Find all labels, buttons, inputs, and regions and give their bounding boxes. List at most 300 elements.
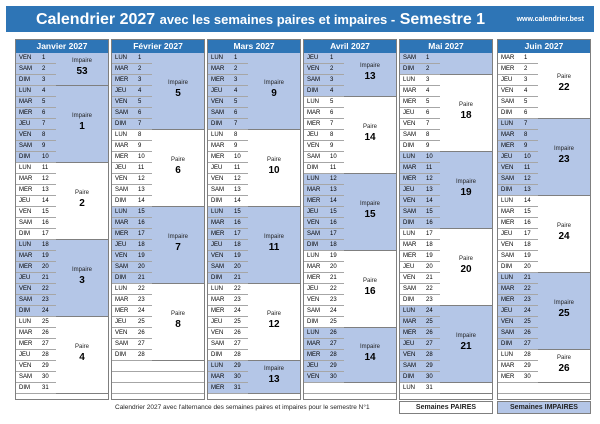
day-row [208,207,248,218]
day-row [498,240,538,251]
day-name: VEN [501,165,514,171]
day-name: VEN [211,99,224,105]
day-row [498,119,538,130]
day-name: MER [211,308,225,314]
day-name: MER [115,308,129,314]
week-block [112,284,204,361]
month-title: Mai 2027 [400,40,492,53]
day-name: JEU [307,286,319,292]
day-row [16,174,56,185]
day-row [16,152,56,163]
day-name: MAR [211,143,225,149]
month-title: Mars 2027 [208,40,300,53]
day-name: LUN [115,286,128,292]
day-name: LUN [501,198,514,204]
day-number: 24 [234,308,241,314]
day-number: 21 [426,275,433,281]
day-number: 14 [330,198,337,204]
day-number: 18 [426,242,433,248]
day-number: 1 [330,55,334,61]
day-number: 23 [426,297,433,303]
day-row [16,207,56,218]
day-name: LUN [307,253,320,259]
day-row [400,273,440,284]
day-row [400,108,440,119]
day-name: MAR [501,209,515,215]
day-name: VEN [115,253,128,259]
day-row [498,339,538,350]
day-name: JEU [501,308,513,314]
day-number: 3 [234,77,238,83]
day-number: 19 [524,253,531,259]
day-row [400,251,440,262]
week-block [208,53,300,130]
week-number: 24 [558,230,570,242]
day-name: VEN [19,132,32,138]
day-row [400,64,440,75]
day-number: 4 [138,88,142,94]
day-name: SAM [115,341,129,347]
day-row [400,75,440,86]
month-weeks [16,53,108,399]
day-row [304,350,344,361]
day-name: MAR [403,88,417,94]
day-row [304,174,344,185]
day-number: 8 [426,132,430,138]
day-row [400,218,440,229]
day-number: 1 [524,55,528,61]
day-name: MER [403,176,417,182]
day-row [498,284,538,295]
day-number: 6 [524,110,528,116]
day-row [498,361,538,372]
day-row [400,97,440,108]
day-name: VEN [307,143,320,149]
day-number: 23 [234,297,241,303]
day-name: SAM [19,143,33,149]
day-number: 5 [234,99,238,105]
day-name: MER [211,231,225,237]
week-block [16,317,108,394]
day-number: 19 [330,253,337,259]
day-name: MER [19,341,33,347]
day-name: SAM [307,308,321,314]
day-number: 12 [234,176,241,182]
week-block [400,75,492,152]
day-name: VEN [211,176,224,182]
day-row [112,75,152,86]
day-row [112,163,152,174]
day-row [16,240,56,251]
day-row [16,328,56,339]
empty-row [112,383,204,394]
day-number: 21 [42,275,49,281]
day-row [16,262,56,273]
day-number: 29 [330,363,337,369]
day-row [16,130,56,141]
week-parity-label: Impaire [167,79,188,86]
day-name: JEU [501,77,513,83]
day-number: 8 [234,132,238,138]
day-number: 26 [138,330,145,336]
day-number: 5 [426,99,430,105]
day-row [498,185,538,196]
day-name: VEN [115,176,128,182]
week-number: 10 [268,164,280,176]
day-number: 3 [330,77,334,83]
week-parity-label: Paire [458,255,473,262]
day-name: MER [501,66,515,72]
day-row [498,295,538,306]
day-name: DIM [403,297,414,303]
month-weeks [304,53,396,399]
day-number: 22 [234,286,241,292]
day-name: SAM [115,187,129,193]
day-number: 15 [426,209,433,215]
day-row [498,108,538,119]
day-row [16,383,56,394]
day-row [498,53,538,64]
day-row [400,295,440,306]
day-number: 19 [234,253,241,259]
day-row [112,251,152,262]
week-parity-label: Impaire [263,365,284,372]
month-title: Juin 2027 [498,40,590,53]
week-number: 25 [558,307,570,319]
week-number: 1 [79,120,85,132]
month-column [399,39,493,400]
day-number: 15 [234,209,241,215]
empty-row [304,383,396,394]
day-row [400,229,440,240]
week-number: 11 [268,241,280,253]
day-row [16,196,56,207]
day-row [112,119,152,130]
day-number: 29 [234,363,241,369]
day-row [16,350,56,361]
day-name: MAR [115,66,129,72]
day-row [208,350,248,361]
day-row [16,284,56,295]
day-name: SAM [211,110,225,116]
day-name: DIM [19,385,30,391]
day-number: 30 [234,374,241,380]
day-name: LUN [403,77,416,83]
day-row [498,152,538,163]
day-number: 1 [138,55,142,61]
day-row [112,86,152,97]
day-name: MER [211,154,225,160]
day-row [304,372,344,383]
calendar-header [6,6,594,32]
day-row [208,185,248,196]
day-name: LUN [307,99,320,105]
week-number: 9 [271,87,277,99]
day-row [400,339,440,350]
empty-row [112,372,204,383]
day-number: 28 [524,352,531,358]
week-parity-label: Impaire [71,266,92,273]
day-name: LUN [307,330,320,336]
day-name: LUN [19,242,32,248]
day-number: 27 [138,341,145,347]
week-number: 12 [268,318,280,330]
day-name: MER [501,143,515,149]
day-name: MER [501,374,515,380]
day-name: DIM [211,121,222,127]
day-row [498,328,538,339]
day-row [400,350,440,361]
day-name: SAM [211,264,225,270]
week-block [304,97,396,174]
day-number: 28 [234,352,241,358]
day-row [400,240,440,251]
week-block [304,53,396,97]
day-name: JEU [211,319,223,325]
day-row [400,361,440,372]
day-name: MER [403,330,417,336]
day-row [208,163,248,174]
day-number: 12 [42,176,49,182]
day-row [498,372,538,383]
day-name: MAR [211,374,225,380]
week-block [498,273,590,350]
day-name: DIM [115,121,126,127]
day-number: 28 [42,352,49,358]
day-row [112,273,152,284]
day-name: VEN [403,198,416,204]
week-block [112,130,204,207]
week-parity-label: Impaire [167,233,188,240]
day-row [304,163,344,174]
day-name: VEN [307,66,320,72]
day-row [208,361,248,372]
week-block [304,251,396,328]
day-name: DIM [403,220,414,226]
day-row [400,185,440,196]
week-parity-label: Impaire [359,343,380,350]
day-number: 10 [234,154,241,160]
day-row [304,86,344,97]
day-number: 12 [330,176,337,182]
day-row [208,108,248,119]
day-row [304,240,344,251]
day-name: MAR [307,110,321,116]
day-name: JEU [307,55,319,61]
day-row [112,317,152,328]
legend-even-weeks: Semaines PAIRES [399,401,493,414]
week-block [16,53,108,86]
week-parity-label: Paire [556,74,571,80]
legend-odd-weeks: Semaines IMPAIRES [497,401,591,414]
day-name: SAM [307,231,321,237]
week-parity-label: Paire [556,354,571,361]
day-number: 7 [426,121,430,127]
day-name: LUN [211,286,224,292]
day-number: 17 [42,231,49,237]
day-row [208,196,248,207]
day-number: 16 [138,220,145,226]
day-name: DIM [501,264,512,270]
day-row [304,97,344,108]
day-row [112,141,152,152]
day-number: 27 [426,341,433,347]
day-number: 18 [524,242,531,248]
day-row [112,185,152,196]
week-parity-label: Impaire [71,57,92,64]
day-name: JEU [211,165,223,171]
day-name: MAR [501,286,515,292]
day-number: 9 [426,143,430,149]
day-name: JEU [19,352,31,358]
day-name: DIM [19,231,30,237]
day-row [112,240,152,251]
day-name: SAM [403,132,417,138]
day-row [304,317,344,328]
day-row [304,108,344,119]
day-row [112,306,152,317]
week-block [304,174,396,251]
week-block [16,163,108,240]
day-number: 24 [524,308,531,314]
day-number: 17 [524,231,531,237]
site-link[interactable]: www.calendrier.best [516,16,584,23]
day-number: 25 [330,319,337,325]
day-name: SAM [307,154,321,160]
day-number: 20 [138,264,145,270]
day-row [112,339,152,350]
day-number: 29 [426,363,433,369]
day-number: 5 [524,99,528,105]
day-name: JEU [501,231,513,237]
day-name: LUN [501,352,514,358]
day-number: 4 [524,88,528,94]
day-row [112,174,152,185]
day-name: JEU [307,132,319,138]
day-number: 22 [330,286,337,292]
day-name: LUN [211,132,224,138]
month-title: Avril 2027 [304,40,396,53]
week-block [498,350,590,383]
day-number: 2 [42,66,46,72]
day-row [112,207,152,218]
day-name: MAR [19,330,33,336]
week-block [208,284,300,361]
day-row [498,273,538,284]
day-number: 10 [524,154,531,160]
day-number: 23 [138,297,145,303]
day-name: JEU [211,88,223,94]
day-number: 26 [524,330,531,336]
month-column [497,39,591,400]
day-number: 6 [138,110,142,116]
week-block [498,119,590,196]
day-row [112,284,152,295]
day-row [400,372,440,383]
day-number: 31 [426,385,433,391]
day-row [498,163,538,174]
day-number: 6 [330,110,334,116]
day-row [400,163,440,174]
day-name: MAR [403,319,417,325]
day-number: 11 [426,165,433,171]
day-number: 2 [524,66,528,72]
day-number: 24 [426,308,433,314]
day-name: MAR [19,99,33,105]
week-number: 19 [460,186,472,198]
day-row [400,383,440,394]
day-number: 30 [330,374,337,380]
day-number: 29 [42,363,49,369]
day-number: 11 [138,165,145,171]
day-row [16,64,56,75]
day-name: VEN [307,220,320,226]
day-name: LUN [403,154,416,160]
day-name: LUN [307,176,320,182]
day-name: MAR [115,297,129,303]
week-number: 13 [268,373,280,385]
day-number: 26 [330,330,337,336]
day-name: LUN [211,363,224,369]
day-name: LUN [115,209,128,215]
week-block [400,152,492,229]
month-column [303,39,397,400]
day-number: 15 [138,209,145,215]
day-name: JEU [19,121,31,127]
week-parity-label: Impaire [553,145,574,152]
day-number: 14 [234,198,241,204]
day-number: 6 [426,110,430,116]
week-block [112,53,204,130]
day-number: 20 [330,264,337,270]
day-row [16,251,56,262]
month-weeks [112,53,204,399]
day-number: 30 [426,374,433,380]
day-name: MAR [403,242,417,248]
day-name: DIM [501,341,512,347]
day-row [16,295,56,306]
day-number: 31 [234,385,241,391]
day-name: MAR [115,143,129,149]
day-row [208,328,248,339]
day-row [304,141,344,152]
week-number: 5 [175,87,181,99]
day-row [304,53,344,64]
day-name: VEN [307,297,320,303]
day-row [400,174,440,185]
day-row [112,218,152,229]
day-row [498,350,538,361]
day-name: LUN [211,55,224,61]
day-name: MAR [19,176,33,182]
day-row [208,284,248,295]
day-name: LUN [115,55,128,61]
day-row [304,119,344,130]
day-name: DIM [307,88,318,94]
day-row [304,361,344,372]
day-number: 3 [524,77,528,83]
week-parity-label: Paire [458,101,473,108]
day-row [498,141,538,152]
day-number: 19 [426,253,433,259]
day-number: 25 [426,319,433,325]
day-number: 15 [524,209,531,215]
day-name: MAR [211,297,225,303]
day-name: VEN [19,363,32,369]
day-number: 24 [138,308,145,314]
day-name: VEN [501,88,514,94]
day-row [498,75,538,86]
